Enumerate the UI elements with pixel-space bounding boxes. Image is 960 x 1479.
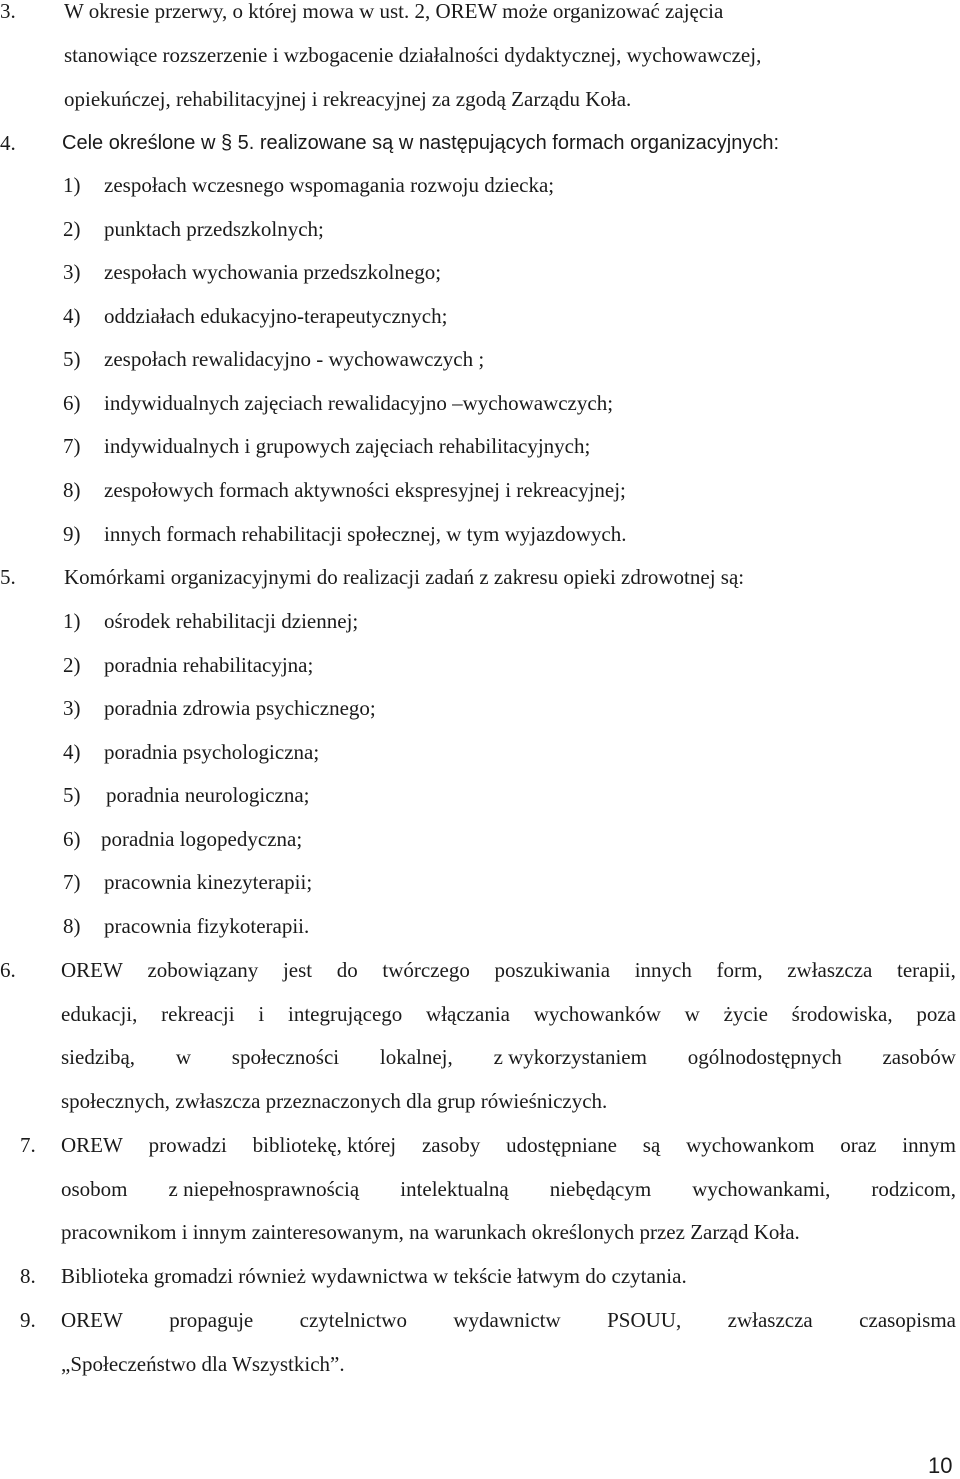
paragraph-9-text-line-2: „Społeczeństwo dla Wszystkich”. xyxy=(61,1352,345,1376)
word: wychowankom xyxy=(686,1133,815,1157)
word: niebędącym xyxy=(549,1177,652,1201)
paragraph-3-line-1 xyxy=(0,0,960,26)
paragraph-3-text-line-2: stanowiące rozszerzenie i wzbogacenie działalności dydaktycznej, wychowawczej, xyxy=(64,43,762,67)
paragraph-8-text-line-1: Biblioteka gromadzi również wydawnictwa w tekście łatwym do czytania. xyxy=(61,1264,687,1288)
list-item-text: poradnia psychologiczna; xyxy=(104,740,320,764)
list-item-number: 5) xyxy=(63,783,81,807)
word: wydawnictw xyxy=(453,1308,561,1332)
word: intelektualną xyxy=(400,1177,509,1201)
paragraph-3-text-line-1: W okresie przerwy, o której mowa w ust. 2, OREW może organizować zajęcia xyxy=(64,0,724,23)
list-item-text: punktach przedszkolnych; xyxy=(104,217,324,241)
paragraph-6-text-line-4: społecznych, zwłaszcza przeznaczonych dla grup rówieśniczych. xyxy=(61,1089,608,1113)
list-item-text: poradnia rehabilitacyjna; xyxy=(104,653,314,677)
list-item-number: 4) xyxy=(63,740,81,764)
word: siedzibą, xyxy=(61,1045,136,1069)
paragraph-6-number: 6. xyxy=(0,958,16,982)
paragraph-9-line-1 xyxy=(0,1305,960,1335)
word: włączania xyxy=(426,1002,510,1026)
list-item-number: 9) xyxy=(63,522,81,546)
list-item-number: 6) xyxy=(63,827,81,851)
word: społeczności xyxy=(231,1045,340,1069)
word: osobom xyxy=(61,1177,128,1201)
paragraph-8-number: 8. xyxy=(20,1264,36,1288)
word: i xyxy=(258,1002,265,1026)
word: integrującego xyxy=(287,1002,403,1026)
paragraph-4-text-line-1 xyxy=(62,128,779,158)
word: twórczego xyxy=(382,958,470,982)
list-item-text: poradnia logopedyczna; xyxy=(101,827,303,851)
paragraph-6-line-1 xyxy=(0,955,960,985)
list-item-text: pracownia kinezyterapii; xyxy=(104,870,313,894)
list-item-number: 5) xyxy=(63,347,81,371)
paragraph-6-text-line-3 xyxy=(61,1042,956,1072)
paragraph-4-text-a: Cele określone w xyxy=(62,132,221,154)
word: prowadzi xyxy=(148,1133,227,1157)
word: innym xyxy=(902,1133,956,1157)
list-item-number: 4) xyxy=(63,304,81,328)
paragraph-9-text-line-1 xyxy=(61,1305,956,1335)
list-item-text: pracownia fizykoterapii. xyxy=(104,914,310,938)
word: oraz xyxy=(840,1133,877,1157)
list-item-text: poradnia zdrowia psychicznego; xyxy=(104,696,376,720)
word: wychowankami, xyxy=(692,1177,831,1201)
word: do xyxy=(336,958,358,982)
paragraph-3-text-line-3: opiekuńczej, rehabilitacyjnej i rekreacyjnej za zgodą Zarządu Koła. xyxy=(64,87,632,111)
word: edukacji, xyxy=(61,1002,138,1026)
paragraph-7-text-line-2 xyxy=(61,1174,956,1204)
word: zobowiązany xyxy=(147,958,259,982)
word: życie xyxy=(723,1002,768,1026)
list-item-text: poradnia neurologiczna; xyxy=(106,783,310,807)
paragraph-5-number: 5. xyxy=(0,565,16,589)
word: ogólnodostępnych xyxy=(687,1045,842,1069)
word: czasopisma xyxy=(859,1308,956,1332)
list-item-text: indywidualnych zajęciach rewalidacyjno –wychowawczych; xyxy=(104,391,614,415)
list-item-number: 3) xyxy=(63,696,81,720)
word: zasobów xyxy=(882,1045,956,1069)
word: wychowanków xyxy=(533,1002,661,1026)
word: w xyxy=(175,1045,192,1069)
list-item-text: zespołach wychowania przedszkolnego; xyxy=(104,260,442,284)
paragraph-5-text-line-1: Komórkami organizacyjnymi do realizacji zadań z zakresu opieki zdrowotnej są: xyxy=(64,565,745,589)
paragraph-4-text-b: 5. realizowane są w następujących formach organizacyjnych: xyxy=(232,132,780,154)
paragraph-7-text-line-3: pracownikom i innym zainteresowanym, na warunkach określonych przez Zarząd Koła. xyxy=(61,1220,800,1244)
word: jest xyxy=(282,958,313,982)
word: poza xyxy=(916,1002,956,1026)
word: zwłaszcza xyxy=(787,958,873,982)
list-item-number: 7) xyxy=(63,870,81,894)
word: poszukiwania xyxy=(494,958,611,982)
list-item-text: innych formach rehabilitacji społecznej, w tym wyjazdowych. xyxy=(104,522,627,546)
word: PSOUU, xyxy=(607,1308,682,1332)
word: rekreacji xyxy=(161,1002,235,1026)
word: OREW xyxy=(61,1133,123,1157)
word: terapii, xyxy=(897,958,956,982)
paragraph-3-number: 3. xyxy=(0,0,16,23)
word: innych xyxy=(634,958,692,982)
word: z niepełnosprawnością xyxy=(168,1177,360,1201)
section-sign: § xyxy=(220,132,233,154)
word: bibliotekę, której xyxy=(252,1133,397,1157)
paragraph-6-text-line-1 xyxy=(61,955,956,985)
word: w xyxy=(684,1002,700,1026)
word: OREW xyxy=(61,1308,123,1332)
word: udostępniane xyxy=(506,1133,617,1157)
word: są xyxy=(642,1133,661,1157)
word: lokalnej, xyxy=(379,1045,453,1069)
list-item-number: 7) xyxy=(63,434,81,458)
paragraph-7-number: 7. xyxy=(20,1133,36,1157)
word: form, xyxy=(716,958,763,982)
list-item-number: 3) xyxy=(63,260,81,284)
paragraph-4-number: 4. xyxy=(0,131,16,155)
word: z wykorzystaniem xyxy=(493,1045,647,1069)
list-item-text: ośrodek rehabilitacji dziennej; xyxy=(104,609,359,633)
paragraph-7-line-1 xyxy=(0,1130,960,1160)
list-item-text: oddziałach edukacyjno-terapeutycznych; xyxy=(104,304,448,328)
paragraph-6-text-line-2 xyxy=(61,999,956,1029)
list-item-text: zespołach wczesnego wspomagania rozwoju dziecka; xyxy=(104,173,555,197)
list-item-number: 1) xyxy=(63,173,81,197)
paragraph-9-number: 9. xyxy=(20,1308,36,1332)
list-item-number: 2) xyxy=(63,653,81,677)
word: zwłaszcza xyxy=(727,1308,813,1332)
paragraph-7-line-2 xyxy=(0,1174,960,1204)
paragraph-7-text-line-1 xyxy=(61,1130,956,1160)
list-item-number: 2) xyxy=(63,217,81,241)
list-item-number: 8) xyxy=(63,478,81,502)
list-item-number: 8) xyxy=(63,914,81,938)
list-item-text: indywidualnych i grupowych zajęciach rehabilitacyjnych; xyxy=(104,434,591,458)
paragraph-6-line-2 xyxy=(0,999,960,1029)
list-item-text: zespołowych formach aktywności ekspresyjnej i rekreacyjnej; xyxy=(104,478,626,502)
word: rodzicom, xyxy=(871,1177,956,1201)
list-item-number: 1) xyxy=(63,609,81,633)
word: zasoby xyxy=(421,1133,481,1157)
word: czytelnictwo xyxy=(299,1308,407,1332)
paragraph-6-line-3 xyxy=(0,1042,960,1072)
word: OREW xyxy=(61,958,123,982)
list-item-text: zespołach rewalidacyjno - wychowawczych ; xyxy=(104,347,485,371)
word: środowiska, xyxy=(791,1002,893,1026)
word: propaguje xyxy=(169,1308,254,1332)
list-item-number: 6) xyxy=(63,391,81,415)
page-number: 10 xyxy=(928,1453,953,1478)
